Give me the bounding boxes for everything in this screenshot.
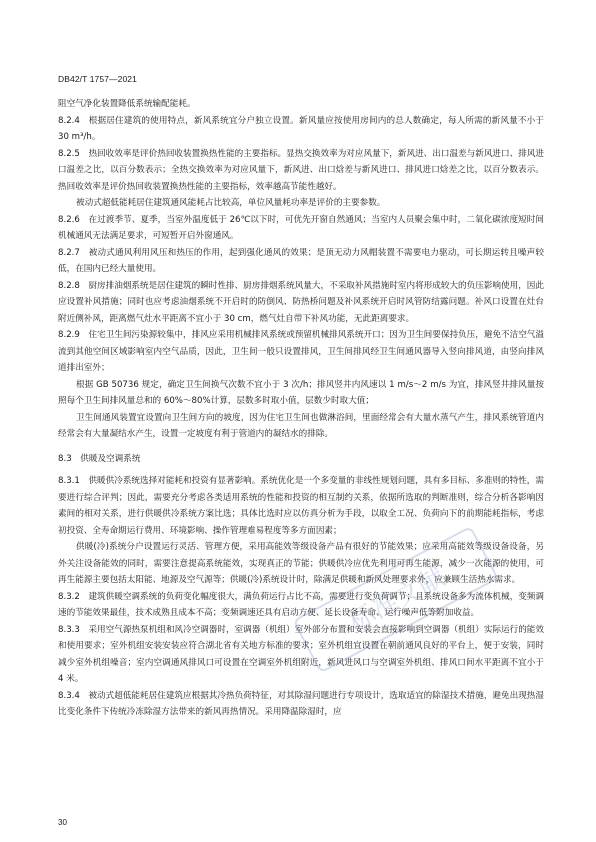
clause-8-2-4: 8.2.4 根据居住建筑的使用特点，新风系统宜分户独立设置。新风量应按使用房间内的总人数确定，每人所需的新风量不小于 30 m³/h。 <box>58 115 544 142</box>
document-code: DB42/T 1757—2021 <box>58 74 137 84</box>
clause-8-2-5-note: 被动式超低能耗居住建筑通风能耗占比较高，单位风量耗功率是评价的主要参数。 <box>76 198 386 208</box>
clause-8-2-5: 8.2.5 热回收效率是评价热回收装置换热性能的主要指标。显热交换效率为对应风量下，新风进、出口温差与新风进口、排风进口温差之比，以百分数表示；全热交换效率为对应风量下，新风进、出口焓差与新风进口、排风进口焓差之比，以百分数表示。热回收效率是评价热回收装置换热性能的主要指标，效率越高节能性越好。 <box>58 148 544 192</box>
clause-8-3-1-detail: 供暖(冷)系统分户设置运行灵活、管理方便，采用高能效等级设备产品有很好的节能效果；应采用高能效等级设备设备，另外关注设备能效的同时，需要注意提高系统能效，实现真正的节能；供暖供冷应优先利用可再生能源，减少一次能源的使用，可再生能源主要包括太阳能、地源及空气源等；供暖(冷)系统设计时，除满足供暖和新风处理要求外，应兼顾生活热水需求。 <box>58 542 544 585</box>
watermark-text: 标准文献 <box>344 562 450 638</box>
clause-8-2-9-slope: 卫生间通风装置宜设置向卫生间方向的坡度，因为住宅卫生间也做淋浴间，里面经常会有大量水蒸气产生，排风系统管道内经常会有大量凝结水产生，设置一定坡度有利于管道内的凝结水的排除。 <box>58 412 544 439</box>
clause-8-3-4: 8.3.4 被动式超低能耗居住建筑应根据其冷热负荷特征，对其除湿问题进行专项设计，选取适宜的除湿技术措施，避免出现热湿比变化条件下传统冷冻除湿方法带来的新风再热情况。采用降温除湿时，应 <box>58 690 544 717</box>
paragraph-continuation: 阻空气净化装置降低系统输配能耗。 <box>58 99 196 109</box>
clause-8-3-1: 8.3.1 供暖供冷系统选择对能耗和投资有显著影响。系统优化是一个多变量的非线性规划问题，具有多目标、多准则的特性，需要进行综合评判；因此，需要充分考虑各类适用系统的性能和投资的相互制约关系，依据所选取的判断准则，综合分析各影响因素间的相对关系，进行供暖供冷系统方案比选；具体比选时应以仿真分析为手段，以取全工况、负荷向下的前期能耗指标，考虑初投资、全寿命期运行费用、环境影响、操作管理难易程度等多方面因素； <box>58 476 544 536</box>
page-number: 30 <box>58 818 67 827</box>
clause-8-2-9: 8.2.9 住宅卫生间污染源较集中，排风应采用机械排风系统或预留机械排风系统开口；因为卫生间要保持负压，避免不洁空气溢流到其他空间区域影响室内空气品质，因此，卫生间一般只设置排风，卫生间排风经卫生间通风器导入竖向排风道，由竖向排风道排出室外； <box>58 330 544 373</box>
clause-8-2-8: 8.2.8 厨房排油烟系统是居住建筑的瞬时性排、厨房排烟系统风量大，不采取补风措施时室内将形成较大的负压影响使用，因此应设置补风措施；同时也应考虑油烟系统不开启时的防倒风、防热桥问题及补风系统开启时风管防结露问题。补风口设置在灶台附近侧补风，距离燃气灶水平距离不宜小于 30 cm，燃气灶自带下补风功能，无此距离要求。 <box>58 280 544 324</box>
clause-8-2-7: 8.2.7 被动式通风利用风压和热压的作用，起到强化通风的效果；是顶无动力风帽装置不需要电力驱动，可长期运转且噪声较低，在国内已经大量使用。 <box>58 247 544 274</box>
section-heading-8-3: 8.3 供暖及空调系统 <box>58 453 141 464</box>
document-body <box>58 96 544 721</box>
clause-8-2-6: 8.2.6 在过渡季节、夏季，当室外温度低于 26℃以下时，可优先开窗自然通风；当室内人员聚会集中时，二氧化碳浓度短时间机械通风无法满足要求，可短暂开启外窗通风。 <box>58 214 544 241</box>
clause-8-3-2: 8.3.2 建筑供暖空调系统的负荷变化幅度很大，满负荷运行占比不高，需要进行变负荷调节；且系统设备多为流体机械，变频调速的节能效果最佳，技术成熟且成本不高；变频调速还具有启动方便、延长设备寿命、运行噪声低等附加收益。 <box>58 591 544 618</box>
clause-8-3-3: 8.3.3 采用空气源热泵机组和风冷空调器时，室调器（机组）室外部分布置和安装会直接影响到空调器（机组）实际运行的能效和使用要求；室外机组安装安装应符合湖北省有关地方标准的要求；室外机组宜设置在朝前通风良好的平台上，便于安装，同时减少室外机组噪音；室内空调通风排风口可设置在空调室外机组附近，新风进风口与空调室外机组、排风口间水平距离不宜小于 4 米。 <box>58 624 544 684</box>
clause-8-2-9-rate: 根据 GB 50736 规定，确定卫生间换气次数不宜小于 3 次/h；排风竖井内风速以 1 m/s～2 m/s 为宜，排风竖井排风量按照每个卫生间排风量总和的 60%～80%计算，层数多时取小值，层数少时取大值； <box>58 379 544 406</box>
